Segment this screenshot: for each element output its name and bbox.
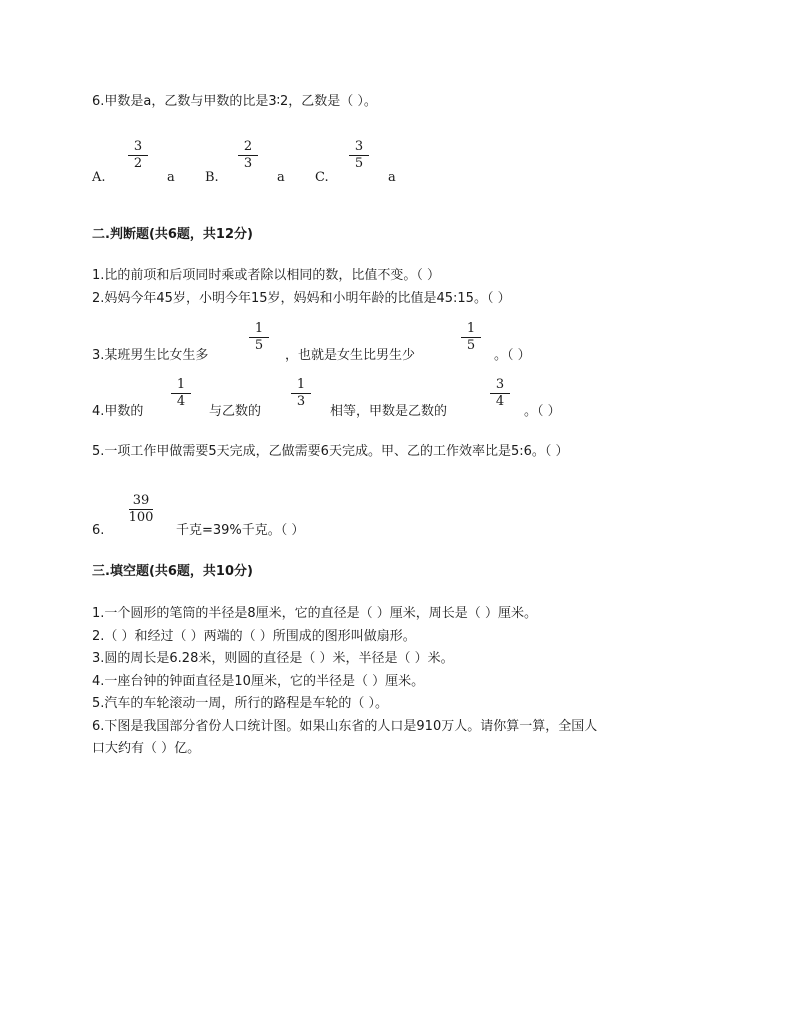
denominator: 100 [128, 510, 154, 525]
numerator: 1 [296, 377, 306, 392]
judge-question-4-fraction-1 [168, 378, 194, 409]
judge-question-5: 5.一项工作甲做需要5天完成，乙做需要6天完成。甲、乙的工作效率比是5:6。（ ） [92, 444, 569, 459]
option-b-numerator: 2 [243, 139, 253, 154]
numerator: 39 [132, 493, 150, 508]
numerator: 1 [254, 321, 264, 336]
option-b-suffix: a [277, 170, 285, 185]
section-3-title: 三.填空题(共6题，共10分) [92, 564, 253, 579]
denominator: 5 [466, 338, 476, 353]
fill-question-1: 1.一个圆形的笔筒的半径是8厘米，它的直径是（ ）厘米，周长是（ ）厘米。 [92, 606, 537, 621]
denominator: 5 [254, 338, 264, 353]
numerator: 1 [466, 321, 476, 336]
judge-question-4-part2: 与乙数的 [209, 404, 262, 419]
denominator: 4 [176, 394, 186, 409]
option-b-denominator: 3 [243, 156, 253, 171]
choice-question-stem: 6.甲数是a，乙数与甲数的比是3∶2，乙数是（ ）。 [92, 94, 377, 109]
option-c-numerator: 3 [354, 139, 364, 154]
fill-question-5: 5.汽车的车轮滚动一周，所行的路程是车轮的（ ）。 [92, 696, 389, 711]
denominator: 4 [495, 394, 505, 409]
fill-question-6-line1: 6.下图是我国部分省份人口统计图。如果山东省的人口是910万人。请你算一算，全国人 [92, 719, 598, 734]
judge-question-4-part4: 。（ ） [524, 404, 561, 419]
option-a-letter: A. [92, 170, 106, 185]
judge-question-3-part3: 。（ ） [494, 348, 531, 363]
option-a-suffix: a [167, 170, 175, 185]
option-a-numerator: 3 [133, 139, 143, 154]
judge-question-3-part1: 3.某班男生比女生多 [92, 348, 209, 363]
judge-question-2: 2.妈妈今年45岁，小明今年15岁，妈妈和小明年龄的比值是45:15。（ ） [92, 291, 511, 306]
numerator: 1 [176, 377, 186, 392]
option-c-fraction [346, 140, 372, 171]
option-b-fraction [235, 140, 261, 171]
option-a-fraction [125, 140, 151, 171]
denominator: 3 [296, 394, 306, 409]
option-c-suffix: a [388, 170, 396, 185]
fill-question-4: 4.一座台钟的钟面直径是10厘米，它的半径是（ ）厘米。 [92, 674, 425, 689]
fill-question-3: 3.圆的周长是6.28米，则圆的直径是（ ）米，半径是（ ）米。 [92, 651, 454, 666]
judge-question-6-fraction [126, 494, 156, 525]
judge-question-1: 1.比的前项和后项同时乘或者除以相同的数，比值不变。（ ） [92, 268, 441, 283]
judge-question-4-part1: 4.甲数的 [92, 404, 144, 419]
option-c-denominator: 5 [354, 156, 364, 171]
judge-question-6-part2: 千克=39%千克。（ ） [176, 523, 305, 538]
fill-question-2: 2.（ ）和经过（ ）两端的（ ）所围成的图形叫做扇形。 [92, 629, 416, 644]
judge-question-3-fraction-1 [246, 322, 272, 353]
judge-question-4-part3: 相等，甲数是乙数的 [330, 404, 448, 419]
section-2-title: 二.判断题(共6题，共12分) [92, 227, 253, 242]
judge-question-3-part2: ，也就是女生比男生少 [285, 348, 416, 363]
option-c-letter: C. [315, 170, 329, 185]
option-a-denominator: 2 [133, 156, 143, 171]
numerator: 3 [495, 377, 505, 392]
judge-question-6-part1: 6. [92, 523, 105, 538]
judge-question-4-fraction-3 [487, 378, 513, 409]
judge-question-4-fraction-2 [288, 378, 314, 409]
judge-question-3-fraction-2 [458, 322, 484, 353]
option-b-letter: B. [205, 170, 219, 185]
fill-question-6-line2: 口大约有（ ）亿。 [92, 741, 201, 756]
